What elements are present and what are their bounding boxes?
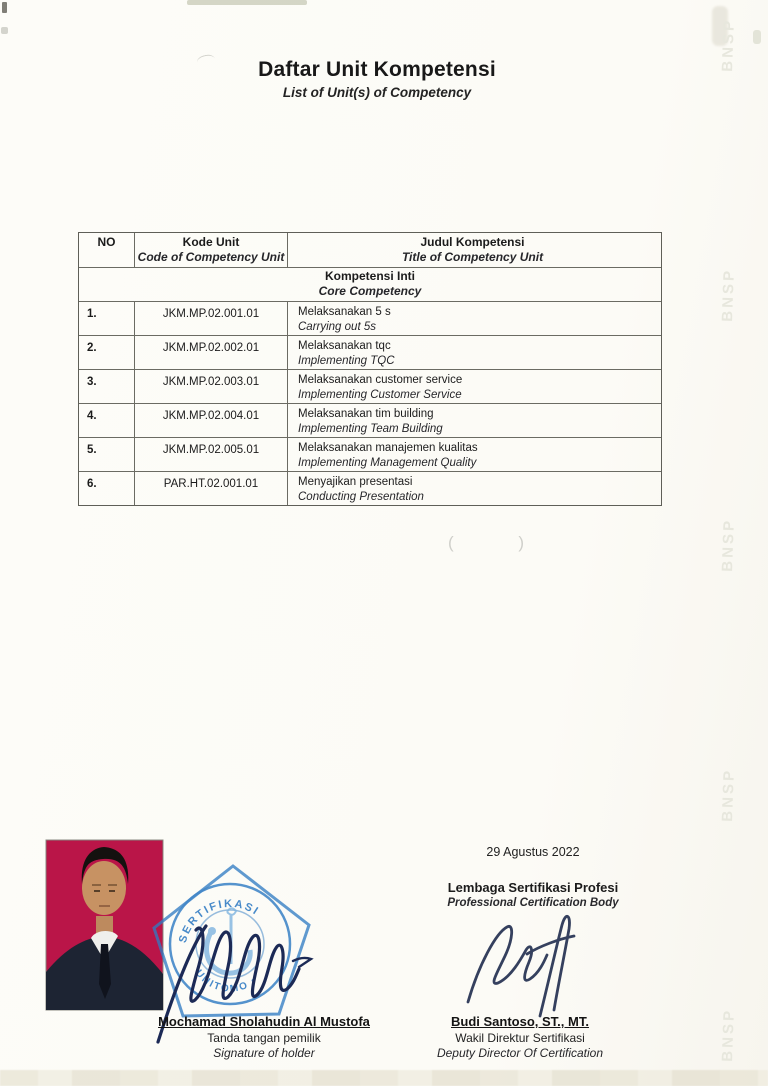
unit-code: JKM.MP.02.004.01 [162, 410, 260, 422]
header-code-id: Kode Unit [182, 235, 240, 249]
bleedthrough-text: BNSP [719, 1007, 738, 1062]
ghost-mark: ( ) [448, 533, 555, 552]
page-title: Daftar Unit Kompetensi [258, 58, 496, 81]
unit-title-en: Implementing Customer Service [298, 389, 462, 401]
unit-title-en: Implementing TQC [298, 355, 395, 367]
holder-role-en: Signature of holder [213, 1046, 315, 1060]
bleedthrough-text: BNSP [719, 767, 738, 822]
unit-title-id: Menyajikan presentasi [298, 476, 413, 488]
row-number: 3. [87, 376, 97, 388]
official-signature [468, 916, 574, 1016]
unit-title-id: Melaksanakan customer service [298, 374, 463, 386]
issuer-name-id: Lembaga Sertifikasi Profesi [447, 880, 619, 895]
row-number: 1. [87, 308, 97, 320]
unit-code: PAR.HT.02.001.01 [163, 478, 259, 490]
unit-code: JKM.MP.02.001.01 [162, 308, 260, 320]
header-title-en: Title of Competency Unit [401, 250, 544, 264]
unit-title-en: Conducting Presentation [298, 491, 424, 503]
unit-code: JKM.MP.02.002.01 [162, 342, 260, 354]
header-no-label: NO [97, 235, 116, 249]
unit-code: JKM.MP.02.003.01 [162, 376, 260, 388]
stamp-ring-bottom-text: UNITOMO • [193, 967, 260, 995]
official-block [380, 1014, 660, 1060]
official-role-id: Wakil Direktur Sertifikasi [455, 1031, 585, 1045]
unit-title-id: Melaksanakan tim building [298, 408, 434, 420]
unit-title-id: Melaksanakan tqc [298, 340, 391, 352]
bleedthrough-text: BNSP [719, 17, 738, 72]
row-number: 6. [87, 478, 97, 490]
unit-title-en: Implementing Management Quality [298, 457, 477, 469]
unit-title-en: Carrying out 5s [298, 321, 376, 333]
section-label-id: Kompetensi Inti [324, 269, 415, 283]
stamp-ring-top-text: SERTIFIKASI [176, 897, 262, 945]
row-number: 4. [87, 410, 97, 422]
bleedthrough-text: BNSP [719, 517, 738, 572]
issue-date: 29 Agustus 2022 [486, 845, 580, 859]
unit-code: JKM.MP.02.005.01 [162, 444, 260, 456]
header-code-en: Code of Competency Unit [137, 250, 285, 264]
official-role-en: Deputy Director Of Certification [436, 1046, 604, 1060]
holder-role-id: Tanda tangan pemilik [207, 1031, 321, 1045]
bleedthrough-text: BNSP [719, 267, 738, 322]
section-label-en: Core Competency [318, 284, 422, 298]
holder-name: Mochamad Sholahudin Al Mustofa [158, 1014, 370, 1029]
header-title-id: Judul Kompetensi [420, 235, 525, 249]
page-subtitle: List of Unit(s) of Competency [282, 85, 472, 100]
row-number: 2. [87, 342, 97, 354]
unit-title-id: Melaksanakan 5 s [298, 306, 391, 318]
issuer-name-en: Professional Certification Body [447, 897, 619, 909]
row-number: 5. [87, 444, 97, 456]
unit-title-id: Melaksanakan manajemen kualitas [298, 442, 478, 454]
official-name: Budi Santoso, ST., MT. [451, 1014, 589, 1029]
unit-title-en: Implementing Team Building [298, 423, 443, 435]
